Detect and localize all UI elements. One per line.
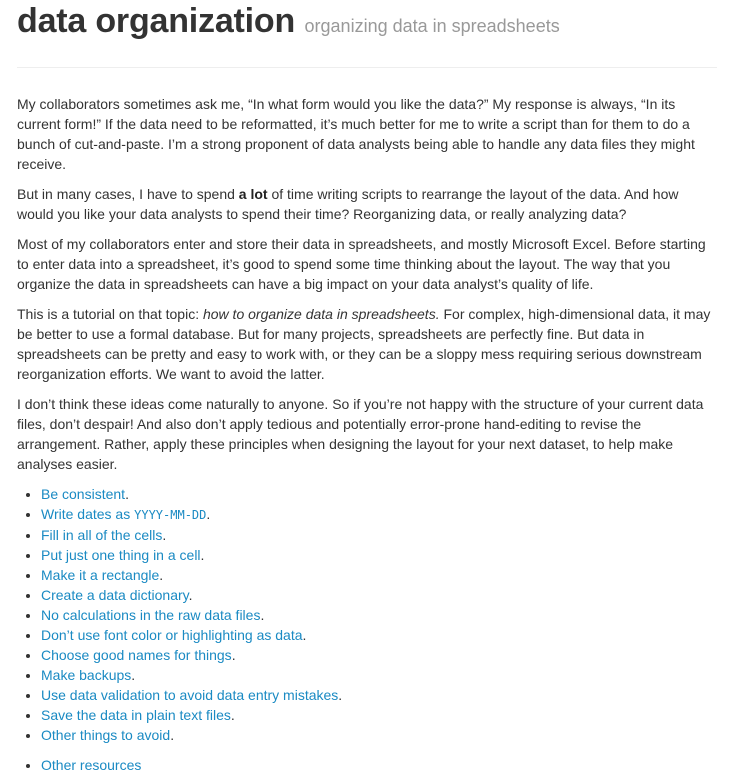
item-period: . xyxy=(206,506,211,522)
topics-list xyxy=(17,484,717,745)
item-period: . xyxy=(231,647,236,663)
list-item xyxy=(41,625,717,645)
resources-list xyxy=(17,755,717,775)
list-item xyxy=(41,565,717,585)
list-item xyxy=(41,755,717,775)
list-item xyxy=(41,525,717,545)
header-divider xyxy=(17,67,717,68)
list-item xyxy=(41,725,717,745)
intro-paragraph-2 xyxy=(17,184,717,224)
page-subtitle: organizing data in spreadsheets xyxy=(304,16,560,36)
link-one-thing[interactable]: Put just one thing in a cell xyxy=(41,547,201,563)
link-rectangle[interactable]: Make it a rectangle xyxy=(41,567,160,583)
list-item xyxy=(41,645,717,665)
item-period: . xyxy=(170,727,175,743)
link-other-things-to-avoid[interactable]: Other things to avoid xyxy=(41,727,171,743)
link-write-dates-text: Write dates as xyxy=(41,506,135,522)
p4-text-before: This is a tutorial on that topic: xyxy=(17,306,203,322)
list-item xyxy=(41,585,717,605)
item-period: . xyxy=(159,567,164,583)
item-period: . xyxy=(131,667,136,683)
intro-paragraph-3: Most of my collaborators enter and store their data in spreadsheets, and mostly Microsoft Excel. Before starting to enter data into a spreadsheet, it’s good to spend some time thinking about the layout. The way that you organize the data in spreadsheets can have a big impact on your data analyst’s quality of life. xyxy=(17,236,706,292)
item-period: . xyxy=(302,627,307,643)
link-no-font-color[interactable]: Don’t use font color or highlighting as data xyxy=(41,627,303,643)
list-item xyxy=(41,705,717,725)
p2-text-after: of time writing scripts to rearrange the layout of the data. And how would you like your data analysts to spend their time? Reorganizing data, or really analyzing data? xyxy=(17,186,679,222)
link-backups[interactable]: Make backups xyxy=(41,667,132,683)
intro-paragraph-1: My collaborators sometimes ask me, “In what form would you like the data?” My response is always, “In its current form!” If the data need to be reformatted, it’s much better for me to write a script than for them to do a bunch of cut-and-paste. I’m a strong proponent of data analysts being able to handle any data files they might receive. xyxy=(17,96,695,172)
item-period: . xyxy=(125,486,129,502)
item-period: . xyxy=(200,547,205,563)
link-good-names[interactable]: Choose good names for things xyxy=(41,647,232,663)
list-item xyxy=(41,605,717,625)
link-data-dictionary[interactable]: Create a data dictionary xyxy=(41,587,189,603)
p2-bold-text: a lot xyxy=(238,186,268,202)
item-period: . xyxy=(230,707,235,723)
list-item xyxy=(41,504,717,525)
main-content xyxy=(17,94,717,775)
p4-text-after: For complex, high-dimensional data, it may be better to use a formal database. But for many projects, spreadsheets are perfectly fine. But data in spreadsheets can be pretty and easy to work with, or they can be a sloppy mess requiring serious downstream reorganization efforts. We want to avoid the latter. xyxy=(17,306,711,382)
list-item xyxy=(41,545,717,565)
page-header xyxy=(17,2,717,42)
link-other-resources[interactable]: Other resources xyxy=(41,757,142,773)
link-plain-text[interactable]: Save the data in plain text files xyxy=(41,707,231,723)
link-no-calculations[interactable]: No calculations in the raw data files xyxy=(41,607,261,623)
date-format-code: YYYY-MM-DD xyxy=(134,508,207,522)
item-period: . xyxy=(162,527,167,543)
list-item xyxy=(41,484,717,504)
p2-text-before: But in many cases, I have to spend xyxy=(17,186,239,202)
item-period: . xyxy=(260,607,265,623)
link-data-validation[interactable]: Use data validation to avoid data entry mistakes xyxy=(41,687,339,703)
link-write-dates[interactable] xyxy=(41,506,206,522)
item-period: . xyxy=(338,687,343,703)
page-title: data organization xyxy=(17,2,296,40)
intro-paragraph-5: I don’t think these ideas come naturally to anyone. So if you’re not happy with the structure of your current data files, don’t despair! And also don’t apply tedious and potentially error-prone hand-editing to revise the arrangement. Rather, apply these principles when designing the layout for your next dataset, to help make analyses easier. xyxy=(17,396,704,472)
p4-italic-text: how to organize data in spreadsheets. xyxy=(202,306,440,322)
intro-paragraph-4 xyxy=(17,304,717,384)
link-fill-cells[interactable]: Fill in all of the cells xyxy=(41,527,163,543)
link-be-consistent[interactable]: Be consistent xyxy=(41,486,126,502)
list-item xyxy=(41,685,717,705)
list-item xyxy=(41,665,717,685)
item-period: . xyxy=(188,587,193,603)
